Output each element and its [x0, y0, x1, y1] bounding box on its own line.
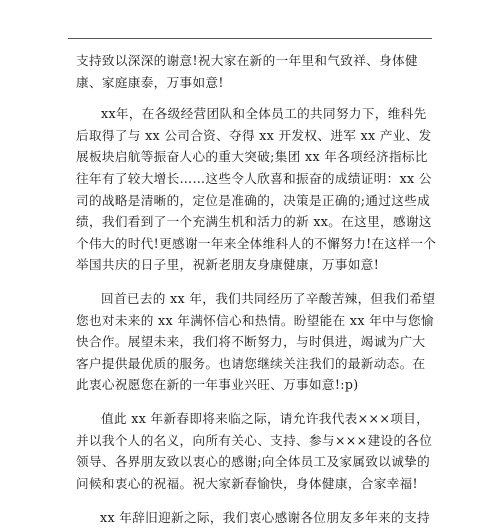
header-rule [68, 38, 432, 39]
paragraph-achievements: xx年，在各级经营团队和全体员工的共同努力下，维科先后取得了与 xx 公司合资、夺得 xx 开发权、进军 xx 产业、发展板块启航等振奋人心的重大突破;集团 xx 年各项经济指标比往年有了较大增长……这些令人欣喜和振奋的成绩证明：xx 公司的战略是清晰的，定位是准确的，决策是正确的;通过这些成绩，我们看到了一个充满生机和活力的新 xx。在这里，感谢这个伟大的时代!更感谢一年来全体维科人的不懈努力!在这样一个举国共庆的日子里，祝新老朋友身康健康，万事如意! [76, 106, 437, 273]
paragraph-new-year-greeting: 值此 xx 年新春即将来临之际，请允许我代表×××项目，并以我个人的名义，向所有关心、支持、参与×××建设的各位领导、各界朋友致以衷心的感谢;向全体员工及家属致以诚挚的问候和衷心的祝福。祝大家新春愉快，身体健康，合家幸福! [76, 410, 433, 491]
paragraph-review-outlook: 回首已去的 xx 年，我们共同经历了辛酸苦辣，但我们希望您也对未来的 xx 年满怀信心和热情。盼望能在 xx 年中与您愉快合作。展望未来，我们将不断努力，与时俱进，竭诚为广大客户提供最优质的服务。也请您继续关注我们的最新动态。在此衷心祝愿您在新的一年事业兴旺、万事如意!:p) [76, 290, 436, 393]
paragraph-closing-wishes: 支持致以深深的谢意!祝大家在新的一年里和气致祥、身体健康、家庭康泰，万事如意! [76, 53, 418, 90]
document-body [76, 50, 438, 506]
cutoff-text-line: xx 年辞旧迎新之际，我们衷心感谢各位朋友多年来的支持 [100, 510, 430, 525]
